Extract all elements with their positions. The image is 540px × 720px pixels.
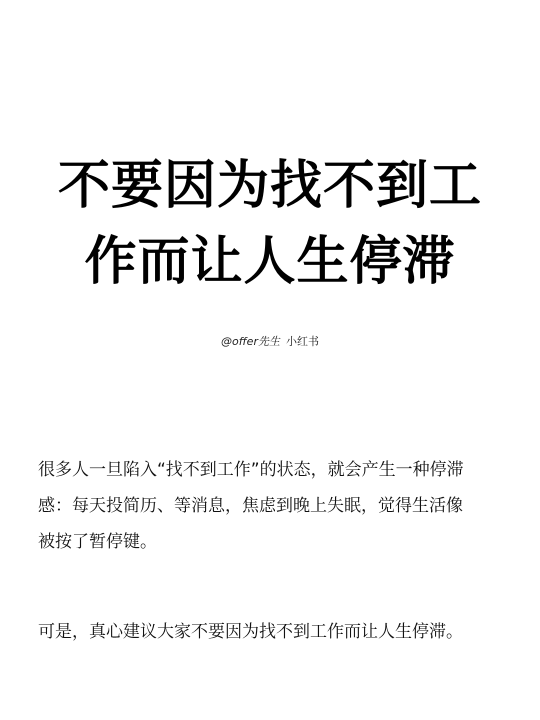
author-handle: @offer先生 [221,335,280,348]
author-credit [0,334,540,350]
paragraph-1-line-3: 被按了暂停键。 [38,532,157,552]
paragraph-2-line-1: 可是，真心建议大家不要因为找不到工作而让人生停滞。 [38,622,463,642]
paragraph-1 [38,452,508,560]
paragraph-2 [38,614,508,650]
paragraph-1-line-2: 感：每天投简历、等消息，焦虑到晚上失眠，觉得生活像 [38,496,463,516]
headline [0,148,540,300]
headline-line-1: 不要因为找不到工 [57,156,482,216]
paragraph-1-line-1: 很多人一旦陷入“找不到工作”的状态，就会产生一种停滞 [38,460,464,480]
author-platform: 小红书 [285,335,319,348]
headline-line-2: 作而让人生停滞 [84,232,456,292]
